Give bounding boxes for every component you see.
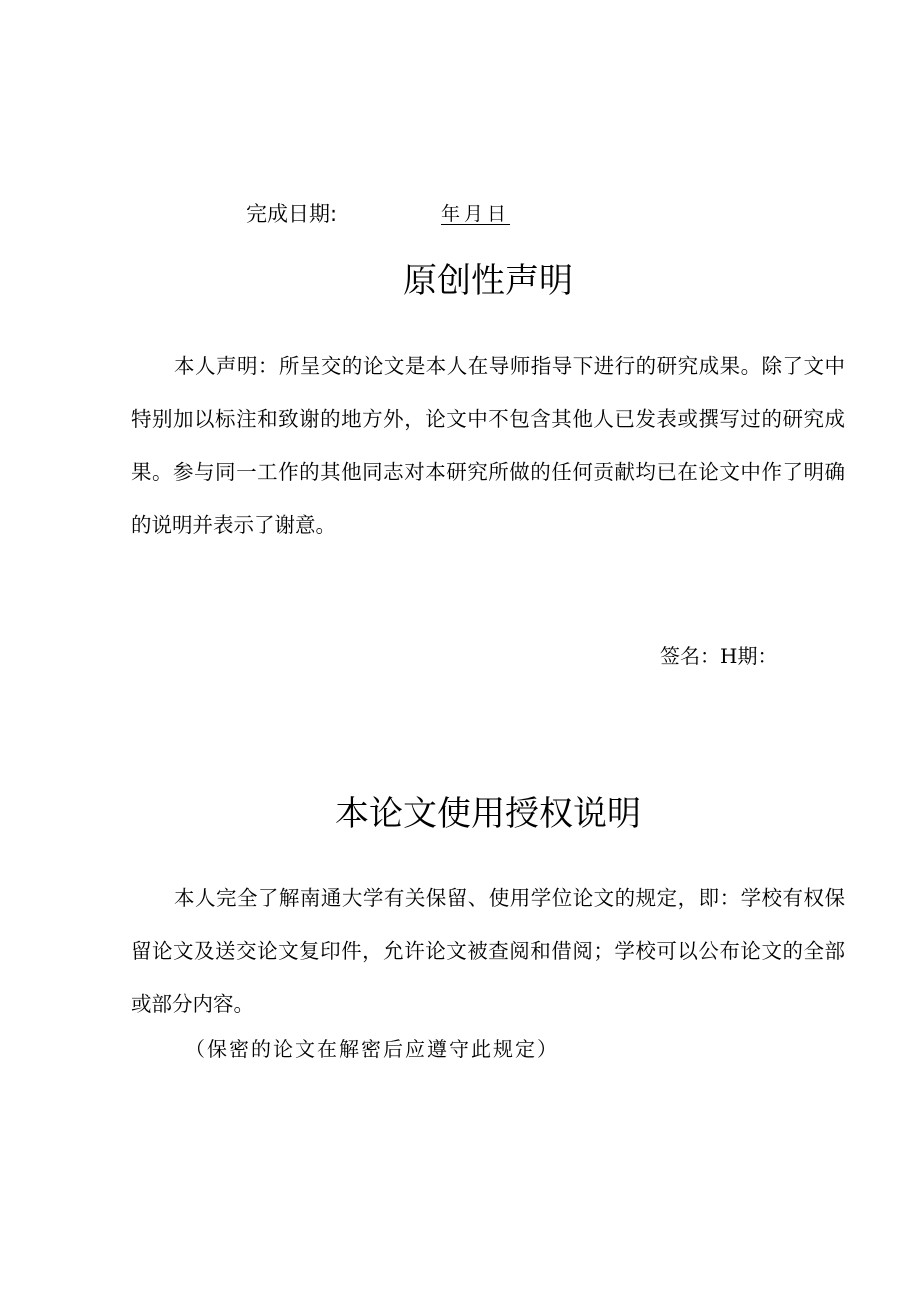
signature-date-line: 签名：H期： [660, 644, 778, 668]
completion-date-value: 年月日 [441, 203, 511, 225]
authorization-title: 本论文使用授权说明 [335, 794, 641, 834]
originality-statement-body: 本人声明：所呈交的论文是本人在导师指导下进行的研究成果。除了文中特别加以标注和致谢的地方外，论文中不包含其他人已发表或撰写过的研究成果。参与同一工作的其他同志对本研究所做的任何贡献均已在论文中作了明确的说明并表示了谢意。 [131, 354, 845, 537]
originality-statement-title: 原创性声明 [403, 261, 573, 301]
completion-date-label: 完成日期: [246, 202, 338, 226]
confidential-note: （保密的论文在解密后应遵守此规定） [185, 1037, 559, 1061]
authorization-body: 本人完全了解南通大学有关保留、使用学位论文的规定，即：学校有权保留论文及送交论文复印件，允许论文被查阅和借阅；学校可以公布论文的全部或部分内容。 [131, 886, 845, 1016]
